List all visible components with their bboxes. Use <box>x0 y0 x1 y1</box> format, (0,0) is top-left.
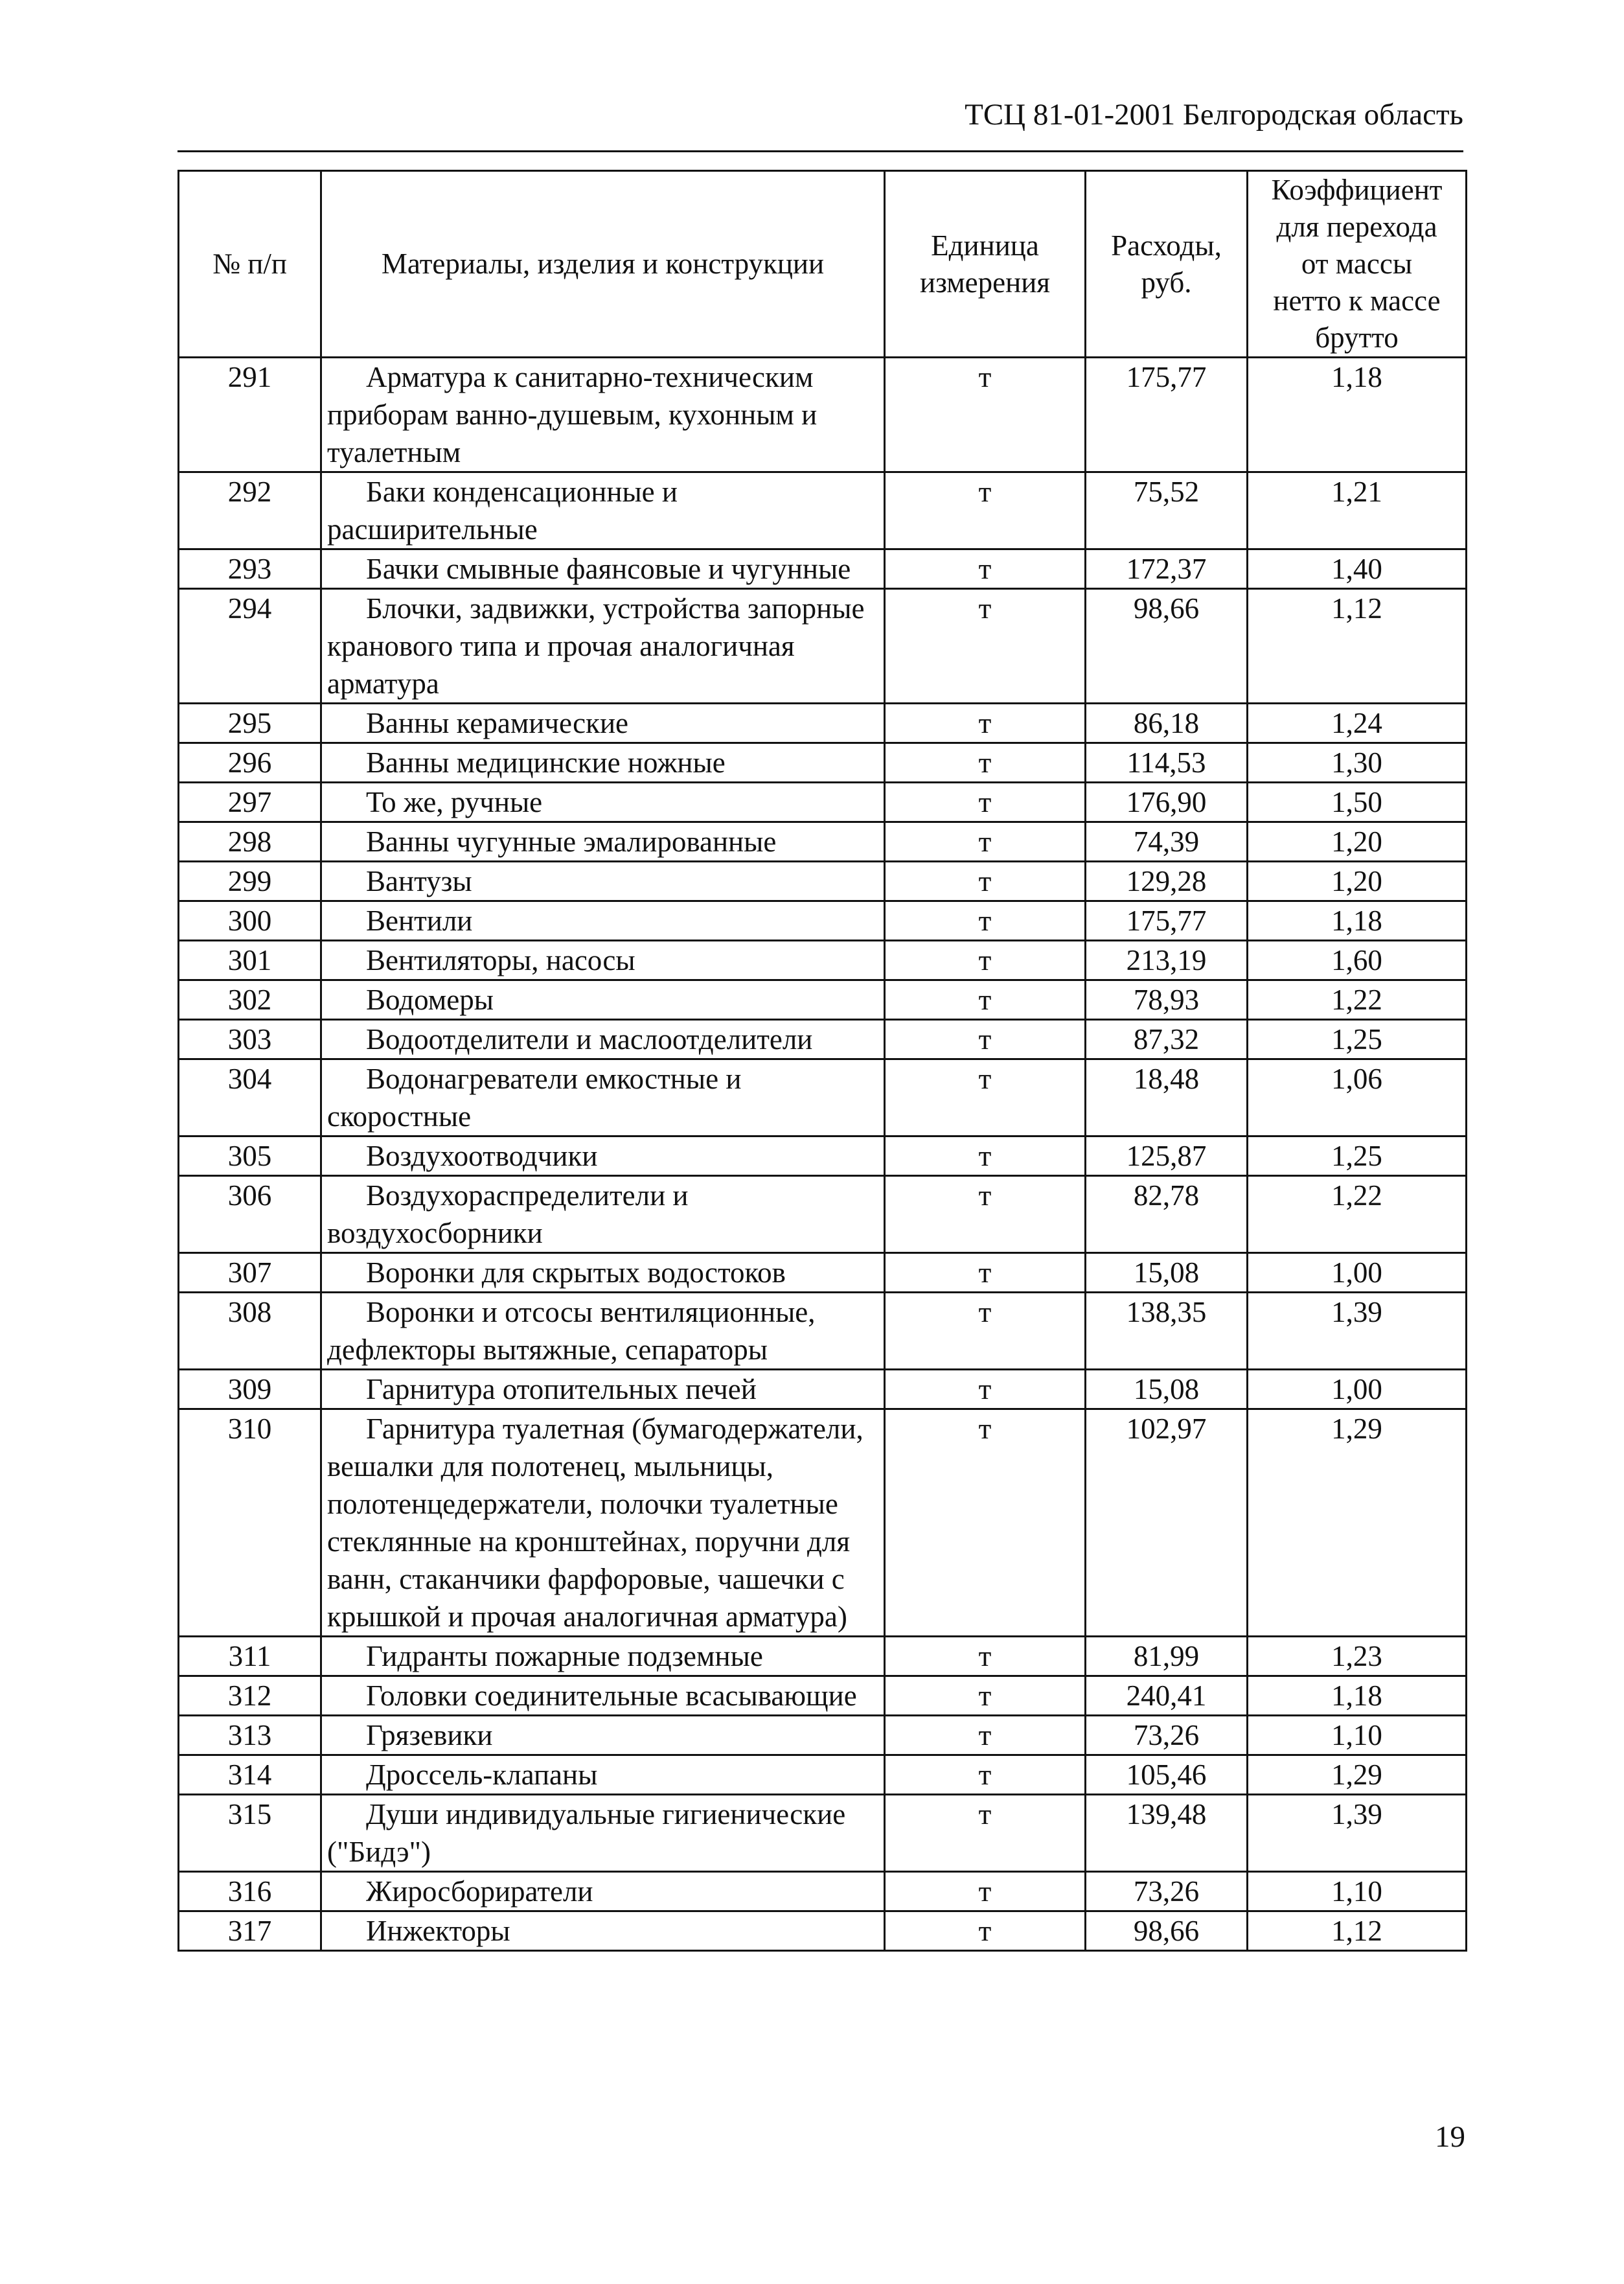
cell-number: 291 <box>179 358 321 472</box>
table-header-row <box>179 171 1467 358</box>
cell-price: 73,26 <box>1086 1716 1248 1755</box>
cell-coefficient: 1,29 <box>1248 1409 1467 1637</box>
table-row <box>179 1293 1467 1370</box>
cell-coefficient: 1,10 <box>1248 1716 1467 1755</box>
cell-number: 304 <box>179 1059 321 1136</box>
cell-coefficient: 1,18 <box>1248 901 1467 941</box>
cell-number: 306 <box>179 1176 321 1253</box>
cell-price: 125,87 <box>1086 1136 1248 1176</box>
cell-unit: т <box>885 704 1086 743</box>
cell-number: 300 <box>179 901 321 941</box>
cell-coefficient: 1,30 <box>1248 743 1467 783</box>
cell-number: 315 <box>179 1795 321 1872</box>
cell-material-name: Ванны чугунные эмалированные <box>321 822 885 862</box>
table-row <box>179 1755 1467 1795</box>
cell-unit: т <box>885 1293 1086 1370</box>
cell-material-name: Вентили <box>321 901 885 941</box>
cell-number: 305 <box>179 1136 321 1176</box>
column-header-coefficient: Коэффициент для перехода от массы нетто к массе брутто <box>1248 171 1467 358</box>
cell-material-name: Воздухораспределители и воздухосборники <box>321 1176 885 1253</box>
cell-number: 295 <box>179 704 321 743</box>
cell-material-name: Воронки для скрытых водостоков <box>321 1253 885 1293</box>
cell-material-name: Бачки смывные фаянсовые и чугунные <box>321 549 885 589</box>
cell-price: 75,52 <box>1086 472 1248 549</box>
cell-coefficient: 1,39 <box>1248 1795 1467 1872</box>
header-rule <box>177 150 1463 152</box>
cell-material-name: Грязевики <box>321 1716 885 1755</box>
cell-number: 298 <box>179 822 321 862</box>
cell-material-name: Баки конденсационные и расширительные <box>321 472 885 549</box>
table-row <box>179 704 1467 743</box>
cell-coefficient: 1,60 <box>1248 941 1467 980</box>
cell-price: 172,37 <box>1086 549 1248 589</box>
cell-unit: т <box>885 1716 1086 1755</box>
cell-material-name: Гарнитура туалетная (бумагодержатели, вешалки для полотенец, мыльницы, полотенцедержатели, полочки туалетные стеклянные на кронштейнах, поручни для ванн, стаканчики фарфоровые, чашечки с крышкой и прочая аналогичная арматура) <box>321 1409 885 1637</box>
table-row <box>179 941 1467 980</box>
table-row <box>179 1409 1467 1637</box>
cell-price: 213,19 <box>1086 941 1248 980</box>
cell-unit: т <box>885 1637 1086 1676</box>
cell-price: 102,97 <box>1086 1409 1248 1637</box>
cell-number: 294 <box>179 589 321 704</box>
cell-unit: т <box>885 901 1086 941</box>
cell-coefficient: 1,00 <box>1248 1253 1467 1293</box>
cell-material-name: То же, ручные <box>321 783 885 822</box>
cell-price: 98,66 <box>1086 589 1248 704</box>
cell-coefficient: 1,12 <box>1248 589 1467 704</box>
table-row <box>179 1676 1467 1716</box>
cell-price: 82,78 <box>1086 1176 1248 1253</box>
cell-coefficient: 1,23 <box>1248 1637 1467 1676</box>
cell-number: 301 <box>179 941 321 980</box>
column-header-unit: Единица измерения <box>885 171 1086 358</box>
cell-material-name: Инжекторы <box>321 1911 885 1951</box>
cell-number: 309 <box>179 1370 321 1409</box>
cell-coefficient: 1,10 <box>1248 1872 1467 1911</box>
cell-unit: т <box>885 1409 1086 1637</box>
cell-coefficient: 1,18 <box>1248 1676 1467 1716</box>
cell-number: 293 <box>179 549 321 589</box>
cell-price: 138,35 <box>1086 1293 1248 1370</box>
table-row <box>179 822 1467 862</box>
table-row <box>179 1020 1467 1059</box>
cell-unit: т <box>885 783 1086 822</box>
cell-price: 86,18 <box>1086 704 1248 743</box>
cell-number: 313 <box>179 1716 321 1755</box>
cell-material-name: Головки соединительные всасывающие <box>321 1676 885 1716</box>
cell-material-name: Водонагреватели емкостные и скоростные <box>321 1059 885 1136</box>
cell-coefficient: 1,22 <box>1248 1176 1467 1253</box>
cell-unit: т <box>885 1755 1086 1795</box>
cell-material-name: Арматура к санитарно-техническим приборам ванно-душевым, кухонным и туалетным <box>321 358 885 472</box>
cell-coefficient: 1,29 <box>1248 1755 1467 1795</box>
table-row <box>179 1370 1467 1409</box>
cell-price: 81,99 <box>1086 1637 1248 1676</box>
cell-number: 296 <box>179 743 321 783</box>
cell-material-name: Гарнитура отопительных печей <box>321 1370 885 1409</box>
column-header-price: Расходы, руб. <box>1086 171 1248 358</box>
cell-price: 129,28 <box>1086 862 1248 901</box>
cell-number: 308 <box>179 1293 321 1370</box>
cell-unit: т <box>885 358 1086 472</box>
cell-price: 18,48 <box>1086 1059 1248 1136</box>
cell-material-name: Ванны керамические <box>321 704 885 743</box>
cell-coefficient: 1,06 <box>1248 1059 1467 1136</box>
cell-coefficient: 1,24 <box>1248 704 1467 743</box>
cell-number: 314 <box>179 1755 321 1795</box>
cell-coefficient: 1,21 <box>1248 472 1467 549</box>
cell-price: 15,08 <box>1086 1370 1248 1409</box>
cell-material-name: Вентиляторы, насосы <box>321 941 885 980</box>
cell-coefficient: 1,25 <box>1248 1136 1467 1176</box>
cell-unit: т <box>885 862 1086 901</box>
cell-number: 307 <box>179 1253 321 1293</box>
cell-material-name: Блочки, задвижки, устройства запорные кранового типа и прочая аналогичная арматура <box>321 589 885 704</box>
cell-unit: т <box>885 1176 1086 1253</box>
table-row <box>179 1253 1467 1293</box>
cell-coefficient: 1,50 <box>1248 783 1467 822</box>
cell-coefficient: 1,40 <box>1248 549 1467 589</box>
cell-number: 292 <box>179 472 321 549</box>
cell-unit: т <box>885 1795 1086 1872</box>
cell-unit: т <box>885 1676 1086 1716</box>
cell-number: 299 <box>179 862 321 901</box>
cell-price: 139,48 <box>1086 1795 1248 1872</box>
cell-unit: т <box>885 941 1086 980</box>
column-header-materials: Материалы, изделия и конструкции <box>321 171 885 358</box>
cell-price: 87,32 <box>1086 1020 1248 1059</box>
table-row <box>179 1872 1467 1911</box>
cell-material-name: Души индивидуальные гигиенические ("Бидэ") <box>321 1795 885 1872</box>
cell-number: 316 <box>179 1872 321 1911</box>
table-body <box>179 358 1467 1951</box>
table-row <box>179 1176 1467 1253</box>
table-row <box>179 783 1467 822</box>
table-row <box>179 980 1467 1020</box>
table-row <box>179 901 1467 941</box>
cell-unit: т <box>885 980 1086 1020</box>
cell-unit: т <box>885 1059 1086 1136</box>
cell-material-name: Водоотделители и маслоотделители <box>321 1020 885 1059</box>
cell-price: 176,90 <box>1086 783 1248 822</box>
cell-coefficient: 1,20 <box>1248 862 1467 901</box>
cell-coefficient: 1,00 <box>1248 1370 1467 1409</box>
cell-unit: т <box>885 1370 1086 1409</box>
table-row <box>179 589 1467 704</box>
cell-unit: т <box>885 589 1086 704</box>
cell-number: 311 <box>179 1637 321 1676</box>
cell-price: 73,26 <box>1086 1872 1248 1911</box>
cell-number: 302 <box>179 980 321 1020</box>
cell-material-name: Водомеры <box>321 980 885 1020</box>
cell-coefficient: 1,25 <box>1248 1020 1467 1059</box>
cell-coefficient: 1,39 <box>1248 1293 1467 1370</box>
cell-price: 175,77 <box>1086 358 1248 472</box>
table-row <box>179 1136 1467 1176</box>
cell-price: 114,53 <box>1086 743 1248 783</box>
cell-coefficient: 1,22 <box>1248 980 1467 1020</box>
cell-price: 240,41 <box>1086 1676 1248 1716</box>
cell-number: 310 <box>179 1409 321 1637</box>
table-row <box>179 472 1467 549</box>
cell-material-name: Дроссель-клапаны <box>321 1755 885 1795</box>
cell-material-name: Гидранты пожарные подземные <box>321 1637 885 1676</box>
cell-number: 297 <box>179 783 321 822</box>
column-header-number: № п/п <box>179 171 321 358</box>
cell-unit: т <box>885 1253 1086 1293</box>
cell-material-name: Жиросбориратели <box>321 1872 885 1911</box>
cell-number: 312 <box>179 1676 321 1716</box>
table-row <box>179 1716 1467 1755</box>
cell-coefficient: 1,12 <box>1248 1911 1467 1951</box>
table-row <box>179 743 1467 783</box>
page-number: 19 <box>1435 2120 1465 2154</box>
cell-material-name: Воронки и отсосы вентиляционные, дефлекторы вытяжные, сепараторы <box>321 1293 885 1370</box>
cell-number: 317 <box>179 1911 321 1951</box>
cell-material-name: Вантузы <box>321 862 885 901</box>
table-row <box>179 1059 1467 1136</box>
cell-material-name: Ванны медицинские ножные <box>321 743 885 783</box>
cell-number: 303 <box>179 1020 321 1059</box>
cell-unit: т <box>885 1136 1086 1176</box>
cell-coefficient: 1,20 <box>1248 822 1467 862</box>
cell-unit: т <box>885 743 1086 783</box>
table-row <box>179 1911 1467 1951</box>
table-row <box>179 358 1467 472</box>
cell-coefficient: 1,18 <box>1248 358 1467 472</box>
cell-price: 175,77 <box>1086 901 1248 941</box>
cell-price: 105,46 <box>1086 1755 1248 1795</box>
cell-price: 98,66 <box>1086 1911 1248 1951</box>
cell-unit: т <box>885 1020 1086 1059</box>
table-row <box>179 549 1467 589</box>
table-row <box>179 1795 1467 1872</box>
table-row <box>179 1637 1467 1676</box>
cell-unit: т <box>885 549 1086 589</box>
cell-unit: т <box>885 1872 1086 1911</box>
cell-unit: т <box>885 822 1086 862</box>
document-header: ТСЦ 81-01-2001 Белгородская область <box>965 98 1463 132</box>
cell-price: 15,08 <box>1086 1253 1248 1293</box>
cell-price: 74,39 <box>1086 822 1248 862</box>
cell-unit: т <box>885 1911 1086 1951</box>
cell-price: 78,93 <box>1086 980 1248 1020</box>
cell-unit: т <box>885 472 1086 549</box>
cell-material-name: Воздухоотводчики <box>321 1136 885 1176</box>
table-row <box>179 862 1467 901</box>
materials-table <box>177 170 1467 1952</box>
